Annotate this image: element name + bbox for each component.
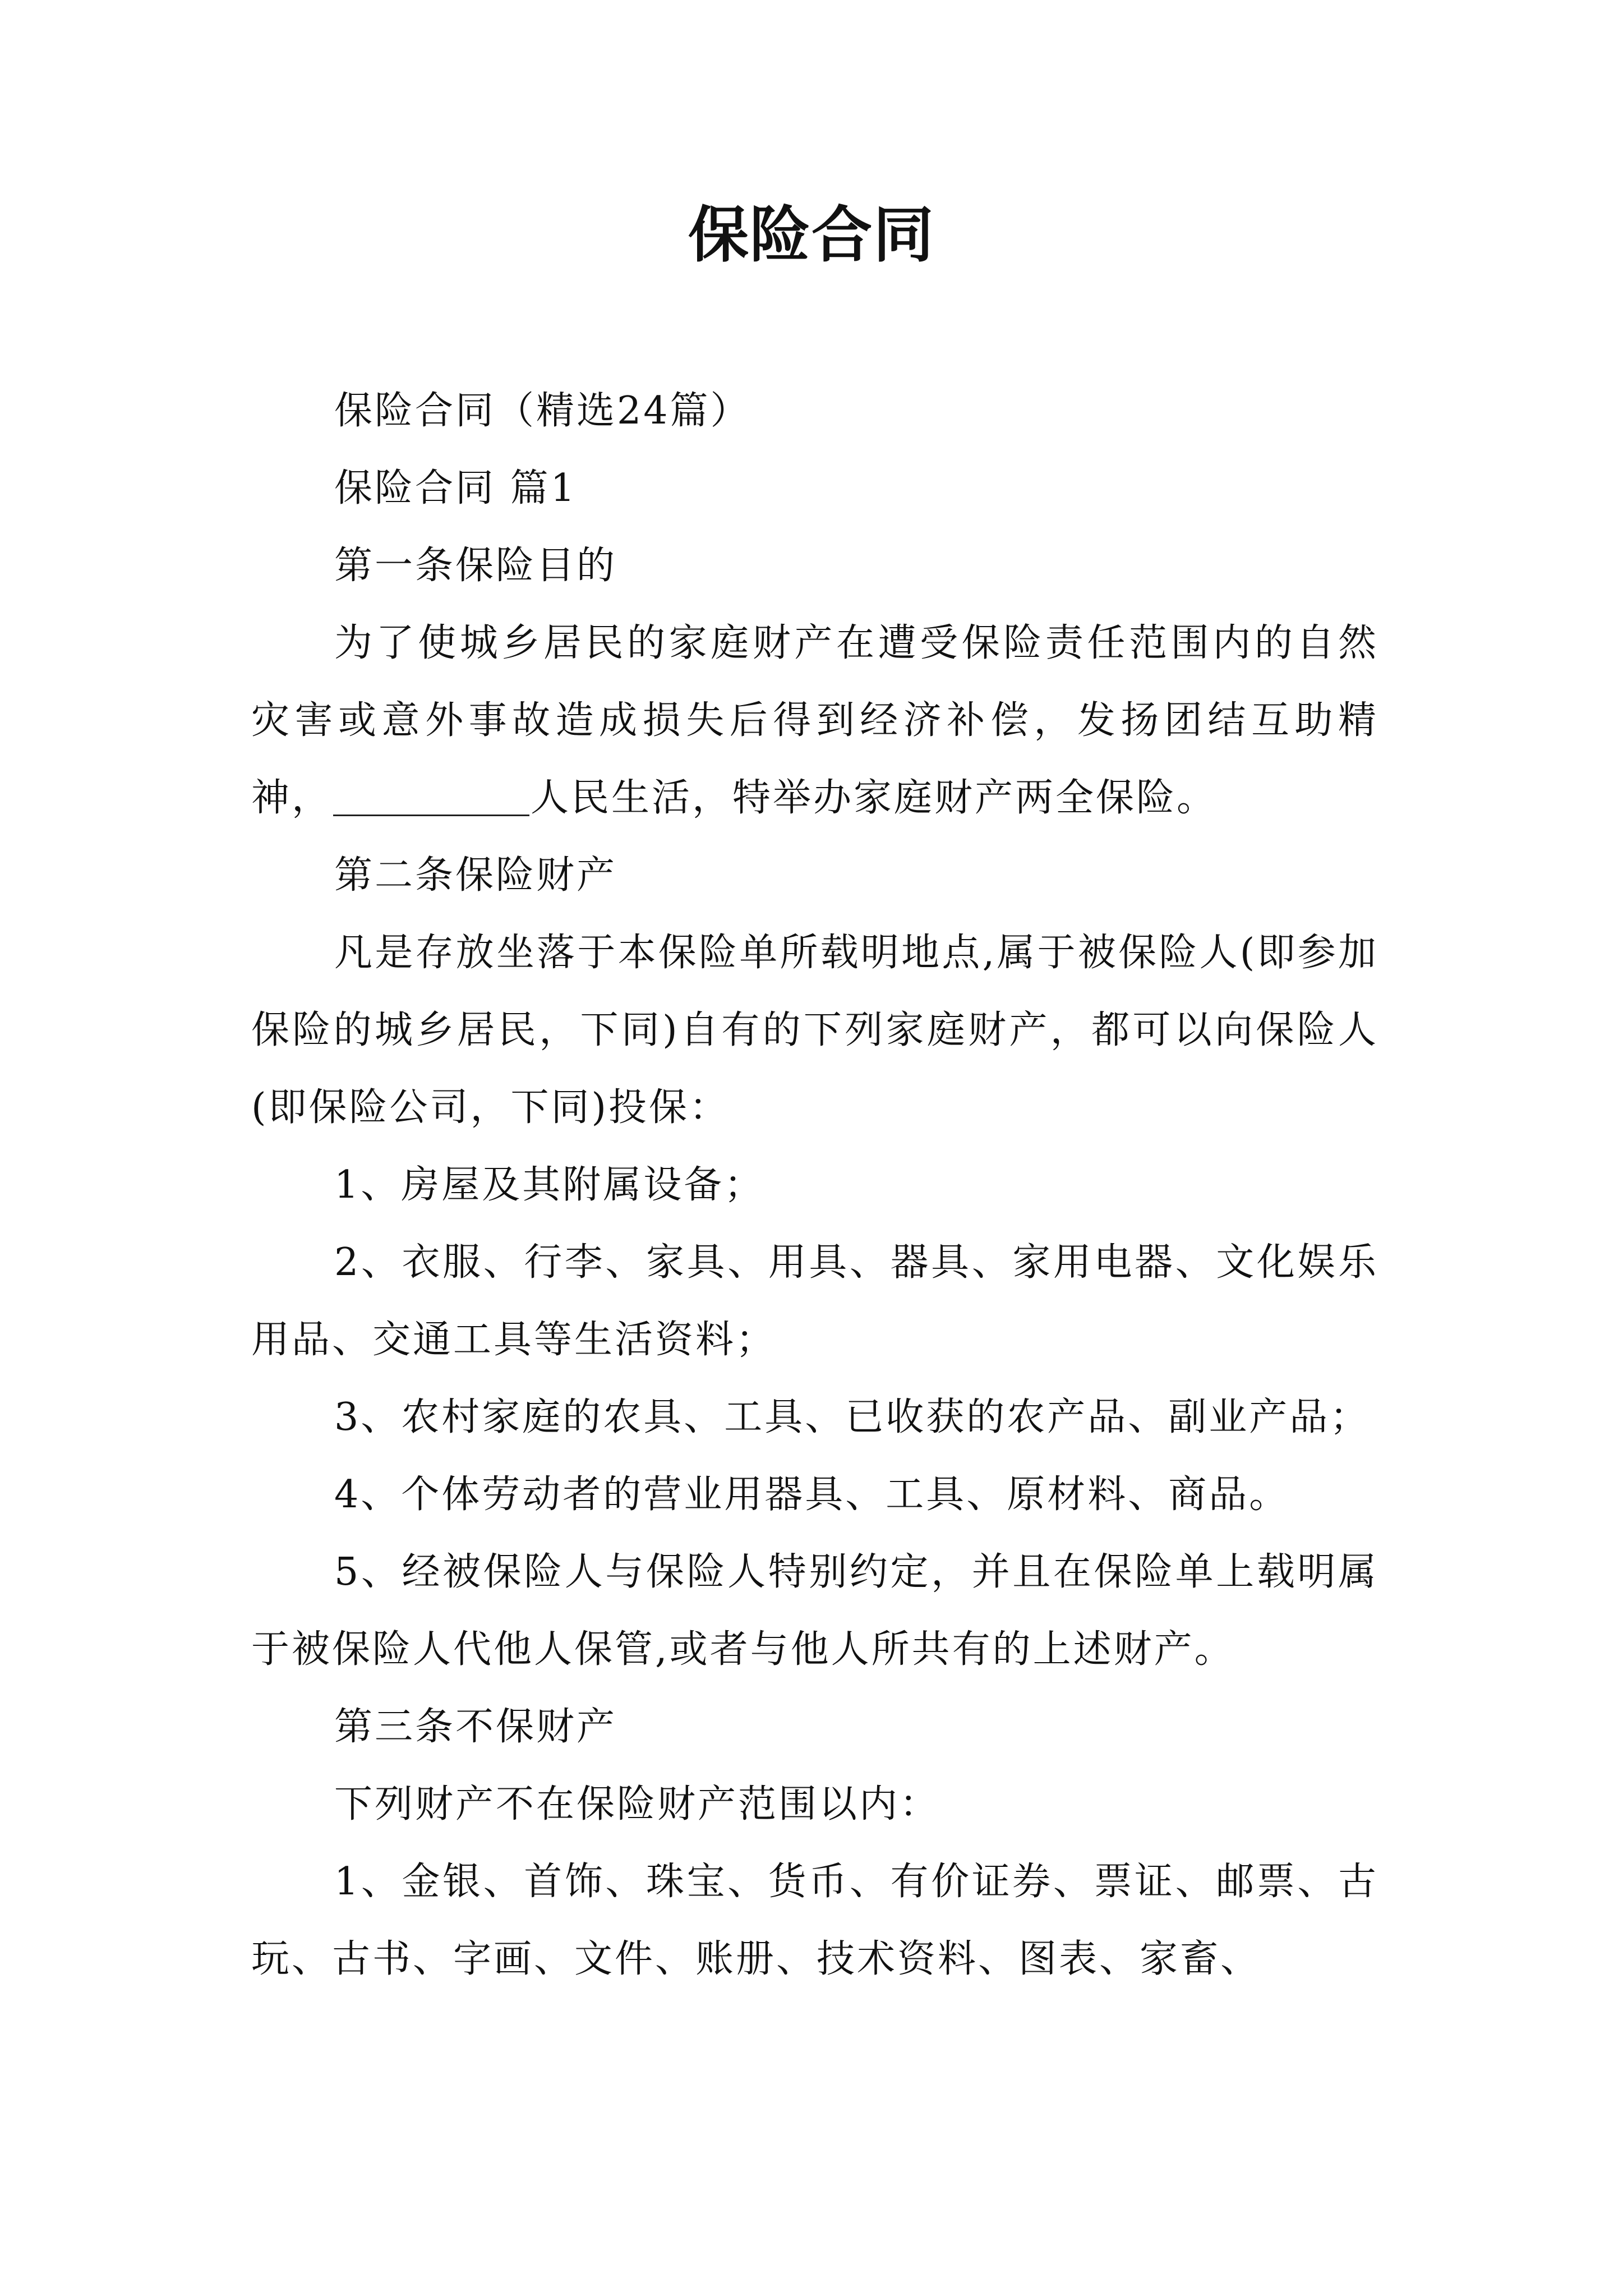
list-item: 3、农村家庭的农具、工具、已收获的农产品、副业产品； xyxy=(334,1395,1371,1439)
list-item: 1、金银、首饰、珠宝、货币、有价证券、票证、邮票、古玩、古书、字画、文件、账册、技术资料、图表、家畜、 xyxy=(251,1860,1378,1981)
paragraph-text-before-blank: 为了使城乡居民的家庭财产在遭受保险责任范围内的自然灾害或意外事故造成损失后得到经济补偿，发扬团结互助精神， xyxy=(251,621,1378,820)
paragraph-section-heading: 保险合同 篇1 xyxy=(334,466,577,510)
paragraph-subtitle: 保险合同（精选24篇） xyxy=(334,389,751,433)
list-item: 4、个体劳动者的营业用器具、工具、原材料、商品。 xyxy=(334,1473,1290,1517)
fill-in-blank xyxy=(333,770,529,816)
document-body xyxy=(251,372,1378,1998)
paragraph-article-1-heading: 第一条保险目的 xyxy=(334,544,617,588)
list-item: 2、衣服、行李、家具、用具、器具、家用电器、文化娱乐用品、交通工具等生活资料； xyxy=(251,1240,1378,1362)
paragraph-article-2-body: 凡是存放坐落于本保险单所载明地点,属于被保险人(即参加保险的城乡居民，下同)自有的下列家庭财产，都可以向保险人(即保险公司，下同)投保： xyxy=(251,931,1378,1130)
paragraph-article-2-heading: 第二条保险财产 xyxy=(334,853,617,898)
document-title: 保险合同 xyxy=(688,200,935,270)
paragraph-article-3-body: 下列财产不在保险财产范围以内： xyxy=(334,1782,940,1826)
paragraph-article-1-body xyxy=(251,605,1378,837)
list-item: 5、经被保险人与保险人特别约定，并且在保险单上载明属于被保险人代他人保管,或者与他人所共有的上述财产。 xyxy=(251,1550,1378,1672)
paragraph-text-after-blank: 人民生活，特举办家庭财产两全保险。 xyxy=(531,776,1218,820)
list-item: 1、房屋及其附属设备； xyxy=(334,1163,765,1207)
paragraph-article-3-heading: 第三条不保财产 xyxy=(334,1705,617,1749)
